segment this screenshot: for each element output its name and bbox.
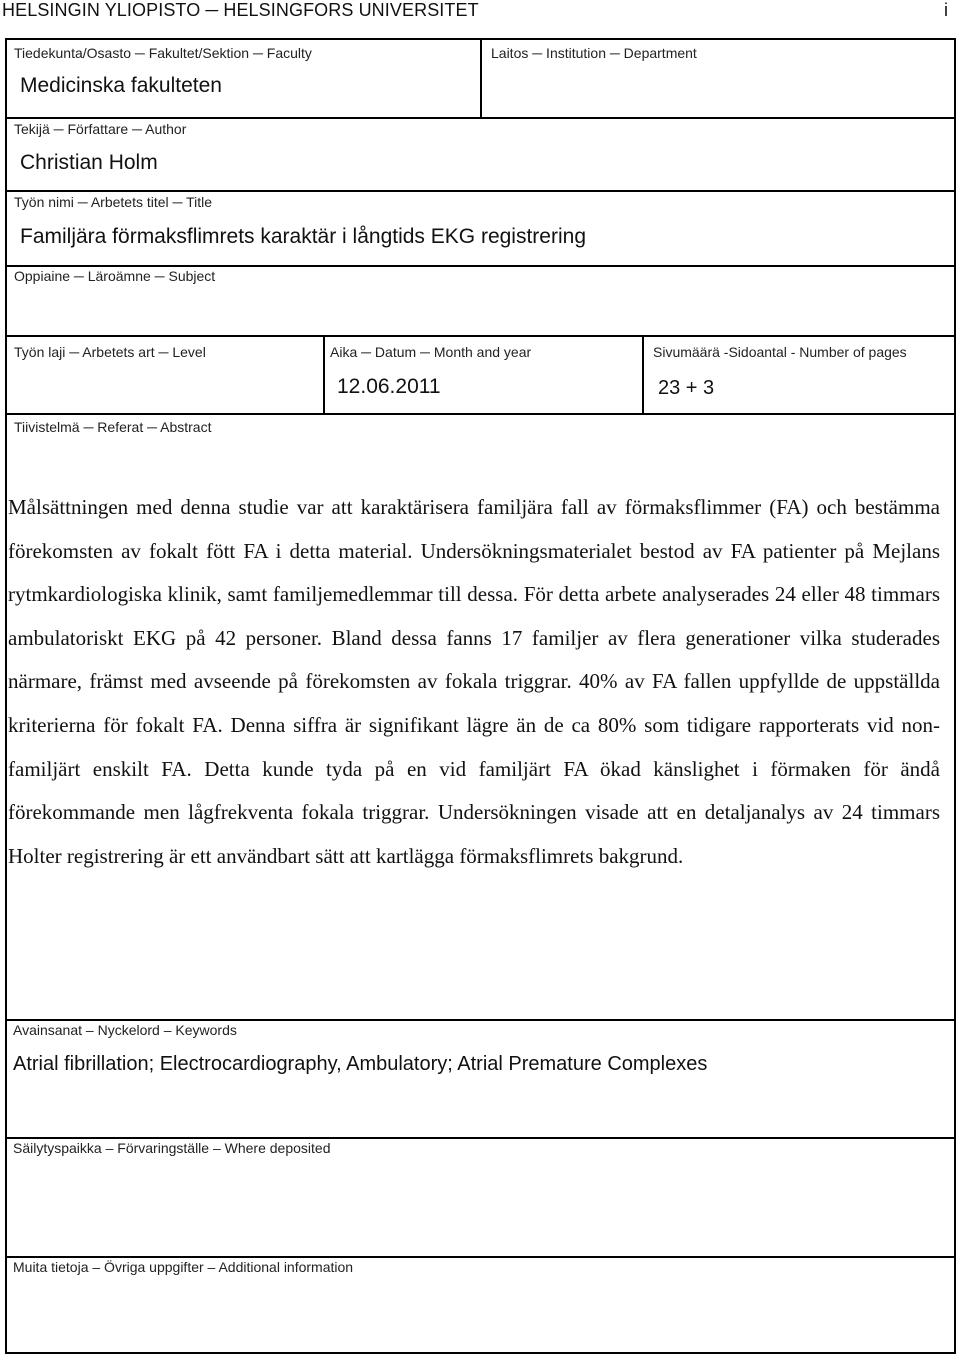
keywords-label: Avainsanat – Nyckelord – Keywords (13, 1022, 237, 1038)
subject-label: Oppiaine ─ Läroämne ─ Subject (14, 268, 216, 284)
keywords-value: Atrial fibrillation; Electrocardiography, Ambulatory; Atrial Premature Complexes (13, 1053, 708, 1075)
row-divider (7, 413, 954, 415)
row-divider (7, 190, 954, 192)
row-divider (7, 265, 954, 267)
title-label: Työn nimi ─ Arbetets titel ─ Title (14, 194, 213, 210)
column-divider (323, 335, 325, 413)
column-divider (480, 40, 482, 117)
faculty-value: Medicinska fakulteten (20, 74, 222, 97)
row-divider (7, 1256, 954, 1258)
date-value: 12.06.2011 (337, 375, 441, 398)
page-number: i (944, 0, 948, 20)
row-divider (7, 1019, 954, 1021)
department-label: Laitos ─ Institution ─ Department (491, 45, 697, 61)
abstract-text: Målsättningen med denna studie var att karaktärisera familjära fall av förmaksflimmer (FA) och bestämma förekomsten av fokalt fött FA i detta material. Undersökningsmaterialet bestod av FA patienter på Mejlans rytmkardiologiska klinik, samt familjemedlemmar till dessa. För detta arbete analyserades 24 eller 48 timmars ambulatoriskt EKG på 42 personer. Bland dessa fanns 17 familjer av flera generationer vilka studerades närmare, främst med avseende på förekomsten av fokala triggrar. 40% av FA fallen uppfyllde de uppställda kriterierna för fokalt FA. Denna siffra är signifikant lägre än de ca 80% som tidigare rapporterats vid non-familjärt enskilt FA. Detta kunde tyda på en vid familjärt FA ökad känslighet i förmaken för ändå förekommande men lågfrekventa fokala triggrar. Undersökningen visade att en detaljanalys av 24 timmars Holter registrering är ett användbart sätt att kartlägga förmaksflimrets bakgrund. (8, 495, 940, 868)
faculty-label: Tiedekunta/Osasto ─ Fakultet/Sektion ─ Faculty (14, 45, 312, 61)
abstract-label: Tiivistelmä ─ Referat ─ Abstract (14, 419, 212, 435)
pages-value: 23 + 3 (658, 377, 715, 399)
row-divider (7, 117, 954, 119)
pages-label: Sivumäärä -Sidoantal - Number of pages (653, 344, 907, 360)
level-label: Työn laji ─ Arbetets art ─ Level (14, 344, 206, 360)
date-label: Aika ─ Datum ─ Month and year (330, 344, 532, 360)
page-header (0, 0, 960, 26)
author-label: Tekijä ─ Författare ─ Author (14, 121, 187, 137)
additional-label: Muita tietoja – Övriga uppgifter – Additional information (13, 1259, 354, 1275)
university-name: HELSINGIN YLIOPISTO ─ HELSINGFORS UNIVERSITET (2, 0, 479, 20)
row-divider (7, 335, 954, 337)
author-value: Christian Holm (20, 151, 158, 174)
deposited-label: Säilytyspaikka – Förvaringställe – Where deposited (13, 1140, 331, 1156)
column-divider (642, 335, 644, 413)
row-divider (7, 1137, 954, 1139)
title-value: Familjära förmaksflimrets karaktär i långtids EKG registrering (20, 225, 586, 248)
